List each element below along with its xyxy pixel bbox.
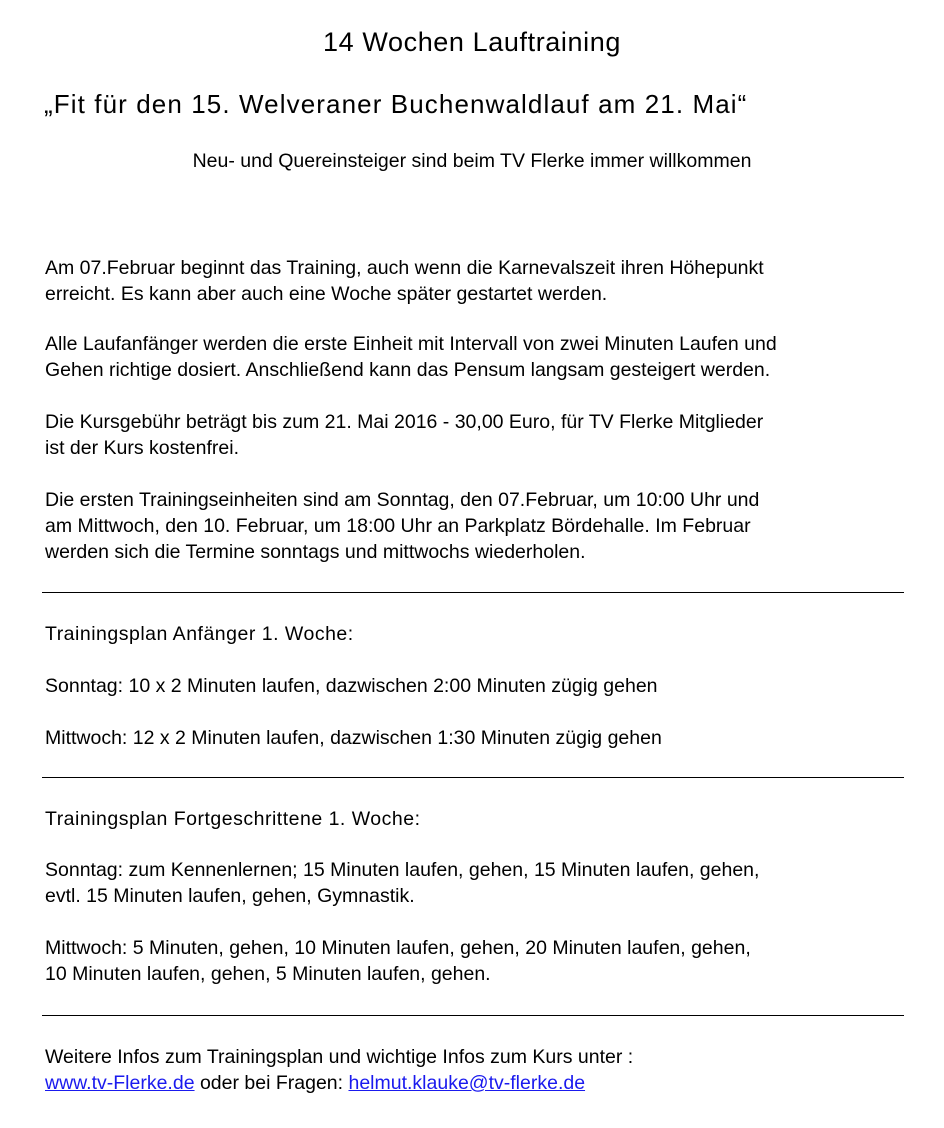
text-line: am Mittwoch, den 10. Februar, um 18:00 Uhr an Parkplatz Bördehalle. Im Februar xyxy=(45,515,751,537)
beginner-plan-heading: Trainingsplan Anfänger 1. Woche: xyxy=(45,623,354,645)
advanced-plan-sunday xyxy=(45,857,759,909)
footer-links-line xyxy=(45,1070,633,1096)
beginner-plan-sunday: Sonntag: 10 x 2 Minuten laufen, dazwischen 2:00 Minuten zügig gehen xyxy=(45,675,658,697)
advanced-plan-wednesday xyxy=(45,935,751,987)
section-divider xyxy=(42,1015,904,1016)
text-line: Am 07.Februar beginnt das Training, auch wenn die Karnevalszeit ihren Höhepunkt xyxy=(45,257,764,279)
text-line: ist der Kurs kostenfrei. xyxy=(45,437,239,459)
website-link[interactable]: www.tv-Flerke.de xyxy=(45,1072,195,1094)
text-line: evtl. 15 Minuten laufen, gehen, Gymnastik. xyxy=(45,885,415,907)
text-line: Die Kursgebühr beträgt bis zum 21. Mai 2016 - 30,00 Euro, für TV Flerke Mitglieder xyxy=(45,411,764,433)
section-divider xyxy=(42,777,904,778)
intro-paragraph-dates xyxy=(45,487,759,565)
advanced-plan-heading: Trainingsplan Fortgeschrittene 1. Woche: xyxy=(45,808,421,830)
event-subtitle: „Fit für den 15. Welveraner Buchenwaldlauf am 21. Mai“ xyxy=(44,89,748,119)
beginner-plan-wednesday: Mittwoch: 12 x 2 Minuten laufen, dazwischen 1:30 Minuten zügig gehen xyxy=(45,727,662,749)
text-line: werden sich die Termine sonntags und mittwochs wiederholen. xyxy=(45,541,586,563)
welcome-note: Neu- und Quereinsteiger sind beim TV Flerke immer willkommen xyxy=(192,150,752,172)
footer-info-line: Weitere Infos zum Trainingsplan und wichtige Infos zum Kurs unter : xyxy=(45,1046,634,1068)
text-line: erreicht. Es kann aber auch eine Woche später gestartet werden. xyxy=(45,283,608,305)
intro-paragraph-beginners xyxy=(45,331,777,383)
text-line: Mittwoch: 5 Minuten, gehen, 10 Minuten laufen, gehen, 20 Minuten laufen, gehen, xyxy=(45,937,751,959)
section-divider xyxy=(42,592,904,593)
text-line: Gehen richtige dosiert. Anschließend kann das Pensum langsam gesteigert werden. xyxy=(45,359,771,381)
text-line: 10 Minuten laufen, gehen, 5 Minuten laufen, gehen. xyxy=(45,963,491,985)
footer-middle-text: oder bei Fragen: xyxy=(194,1072,349,1094)
email-link[interactable]: helmut.klauke@tv-flerke.de xyxy=(348,1072,586,1094)
text-line: Sonntag: zum Kennenlernen; 15 Minuten laufen, gehen, 15 Minuten laufen, gehen, xyxy=(45,859,760,881)
intro-paragraph-fee xyxy=(45,409,763,461)
footer-contact xyxy=(45,1044,633,1096)
text-line: Die ersten Trainingseinheiten sind am Sonntag, den 07.Februar, um 10:00 Uhr und xyxy=(45,489,760,511)
page-title: 14 Wochen Lauftraining xyxy=(323,27,621,57)
text-line: Alle Laufanfänger werden die erste Einheit mit Intervall von zwei Minuten Laufen und xyxy=(45,333,777,355)
intro-paragraph-start xyxy=(45,255,764,307)
